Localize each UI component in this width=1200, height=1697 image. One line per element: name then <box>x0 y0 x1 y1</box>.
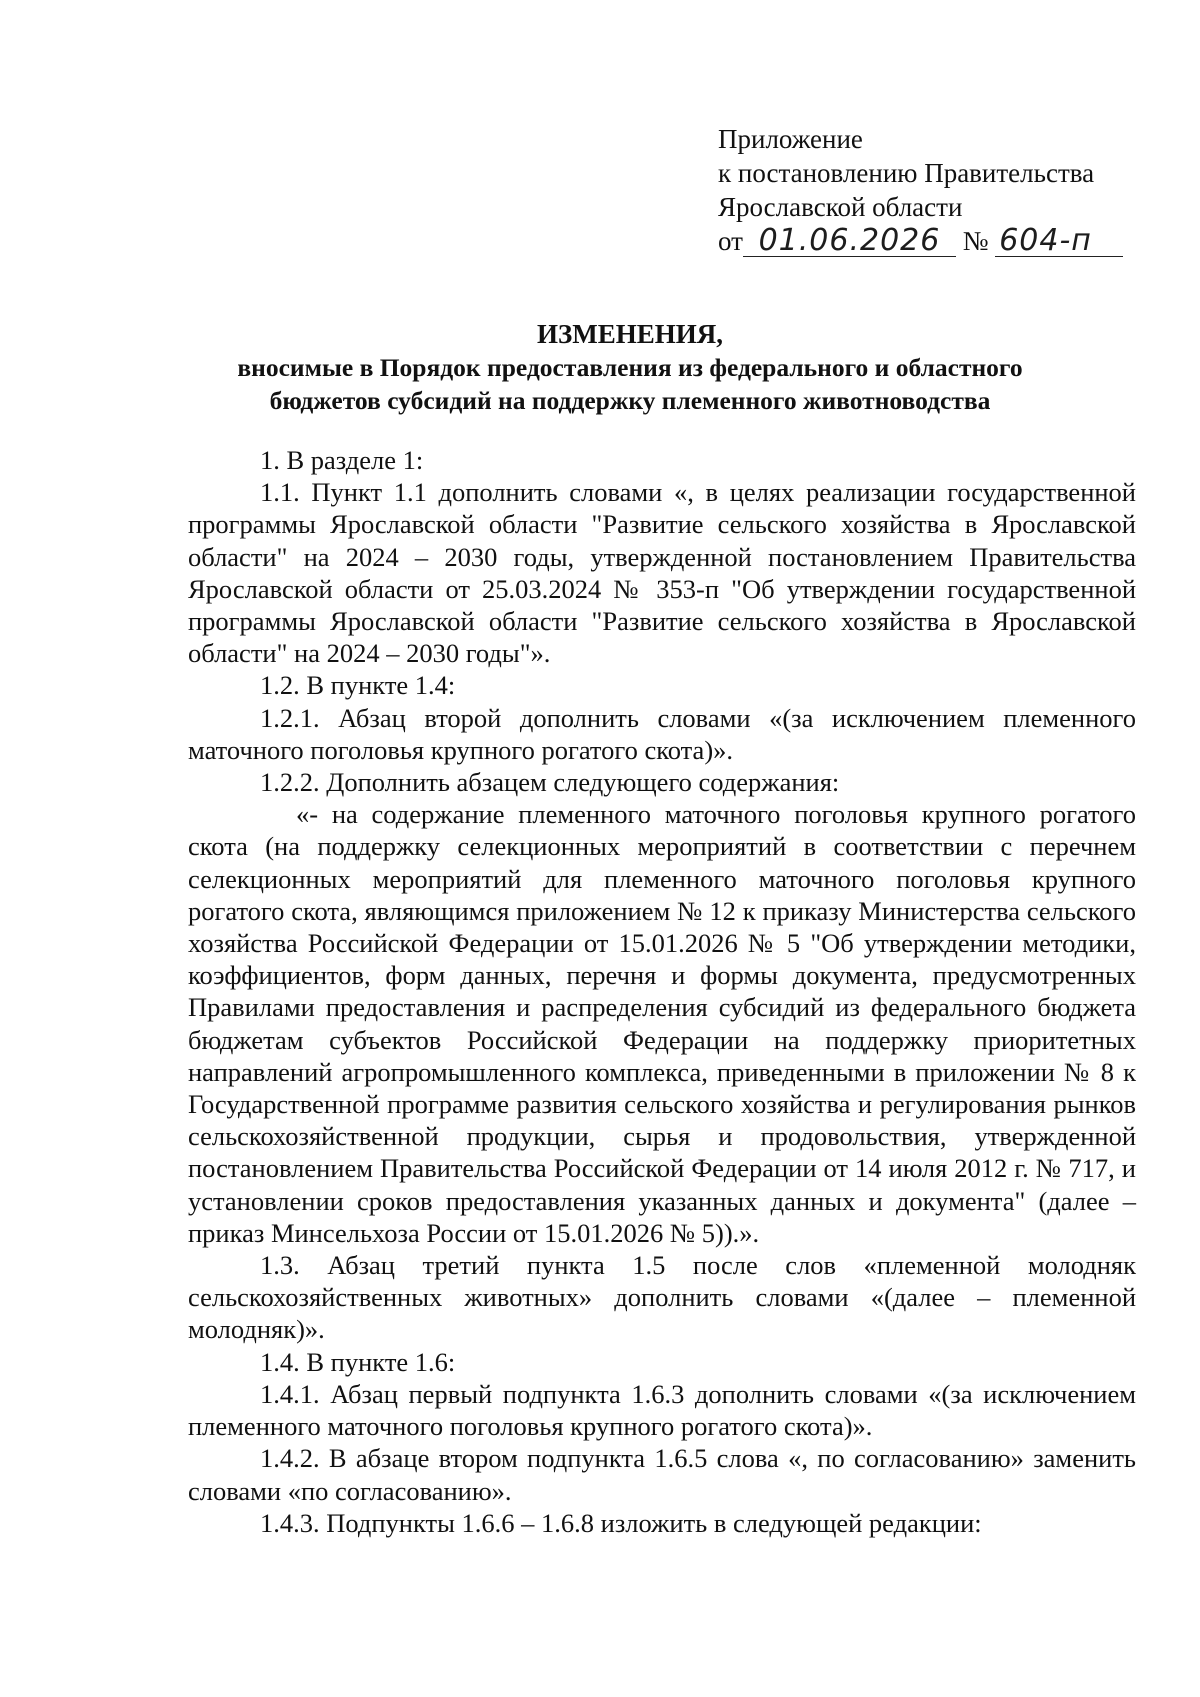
appendix-block <box>718 122 1123 258</box>
appendix-resolution-line: к постановлению Правительства <box>718 158 1095 188</box>
appendix-date-number-line <box>718 224 1123 258</box>
paragraph: 1.4.1. Абзац первый подпункта 1.6.3 дополнить словами «(за исключением племенного маточного поголовья крупного рогатого скота)». <box>188 1378 1136 1442</box>
paragraph: 1.2.2. Дополнить абзацем следующего содержания: <box>260 767 840 798</box>
paragraph: 1.4. В пункте 1.6: <box>260 1346 456 1377</box>
heading-subtitle-line-1: вносимые в Порядок предоставления из федерального и областного <box>237 353 1023 382</box>
heading-title: ИЗМЕНЕНИЯ, <box>536 319 723 349</box>
number-label: № <box>962 226 989 256</box>
document-heading <box>150 318 1110 417</box>
paragraph: 1.2. В пункте 1.4: <box>260 670 456 701</box>
heading-subtitle-line-2: бюджетов субсидий на поддержку племенного животноводства <box>269 386 991 415</box>
paragraph: 1. В разделе 1: <box>260 445 424 475</box>
handwritten-date: 01.06.2026 <box>743 226 956 257</box>
quoted-paragraph: «- на содержание племенного маточного поголовья крупного рогатого скота (на поддержку селекционных мероприятий в соответствии с перечнем селекционных мероприятий для племенного маточного поголовья крупного рогатого скота, являющимся приложением № 12 к приказу Министерства сельского хозяйства Российской Федерации от 15.01.2026 № 5 "Об утверждении методики, коэффициентов, форм данных, перечня и формы документа, предусмотренных Правилами предоставления и распределения субсидий из федерального бюджета бюджетам субъектов Российской Федерации на поддержку приоритетных направлений агропромышленного комплекса, приведенными в приложении № 8 к Государственной программе развития сельского хозяйства и регулирования рынков сельскохозяйственной продукции, сырья и продовольствия, утвержденной постановлением Правительства Российской Федерации от 14 июля 2012 г. № 717, и установлении сроков предоставления указанных данных и документа" (далее – приказ Минсельхоза России от 15.01.2026 № 5)).». <box>188 799 1136 1248</box>
handwritten-number: 604-п <box>995 226 1123 257</box>
paragraph: 1.2.1. Абзац второй дополнить словами «(за исключением племенного маточного поголовья крупного рогатого скота)». <box>188 702 1136 765</box>
paragraph: 1.1. Пункт 1.1 дополнить словами «, в целях реализации государственной программы Ярославской области "Развитие сельского хозяйства в Ярославской области" на 2024 – 2030 годы, утвержденной постановлением Правительства Ярославской области от 25.03.2024 № 353-п "Об утверждении государственной программы Ярославской области "Развитие сельского хозяйства в Ярославской области" на 2024 – 2030 годы"». <box>188 477 1136 669</box>
from-label: от <box>718 226 743 256</box>
paragraph: 1.3. Абзац третий пункта 1.5 после слов «племенной молодняк сельскохозяйственных животных» дополнить словами «(далее – племенной молодняк)». <box>188 1250 1136 1345</box>
paragraph: 1.4.2. В абзаце втором подпункта 1.6.5 слова «, по согласованию» заменить словами «по согласованию». <box>188 1443 1136 1506</box>
appendix-region-line: Ярославской области <box>718 192 963 222</box>
paragraph: 1.4.3. Подпункты 1.6.6 – 1.6.8 изложить в следующей редакции: <box>260 1507 982 1538</box>
document-body <box>188 444 1136 1539</box>
appendix-title: Приложение <box>718 124 863 154</box>
